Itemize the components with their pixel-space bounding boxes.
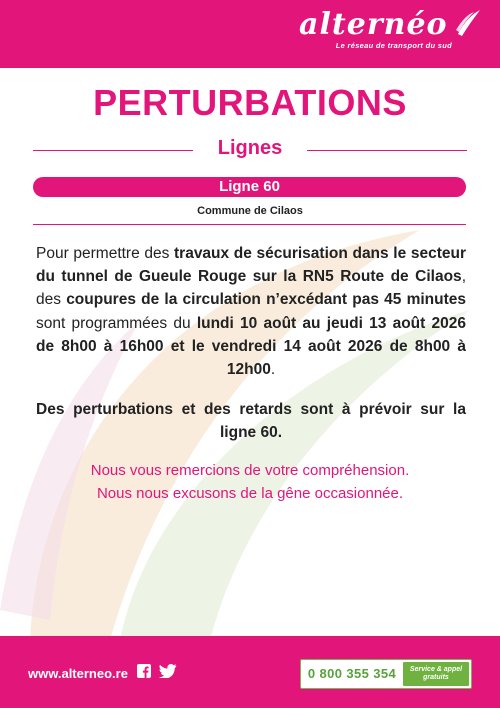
thanks-line: Nous vous remercions de votre compréhension. xyxy=(90,462,410,479)
delay-notice: Des perturbations et des retards sont à prévoir sur la ligne 60. xyxy=(36,401,466,442)
alterneo-logo[interactable] xyxy=(282,8,482,64)
header-band xyxy=(0,0,500,68)
phone-number: 0 800 355 354 xyxy=(307,666,397,681)
disruption-description xyxy=(36,242,466,381)
subtitle-row xyxy=(33,137,467,163)
free-service-line-2: gratuits xyxy=(423,674,449,681)
subtitle: Lignes xyxy=(217,137,283,159)
text-segment: sont programmées du xyxy=(36,314,197,332)
logo-swoosh-icon xyxy=(454,8,482,43)
twitter-icon[interactable] xyxy=(159,664,177,683)
page-title: PERTURBATIONS xyxy=(93,82,407,123)
divider xyxy=(33,224,466,225)
commune-label: Commune de Cilaos xyxy=(197,205,303,217)
free-service-tag xyxy=(403,662,469,686)
divider-right xyxy=(307,150,467,151)
text-segment-bold: lundi 10 août au jeudi 13 août 2026 de 8h00 à 16h00 et le vendredi 14 août 2026 de 8h00 à 12h00 xyxy=(36,314,466,379)
text-segment-bold: travaux de sécurisation dans le secteur du tunnel de Gueule Rouge sur la RN5 Route de Cilaos xyxy=(36,245,467,286)
apology-line: Nous nous excusons de la gêne occasionnée. xyxy=(96,485,404,502)
text-segment: . xyxy=(270,361,276,379)
footer-band xyxy=(0,636,500,708)
facebook-icon[interactable] xyxy=(137,664,151,683)
toll-free-phone-box[interactable] xyxy=(300,659,472,689)
text-segment: Pour permettre des xyxy=(36,245,174,262)
logo-tagline: Le réseau de transport du sud xyxy=(335,41,452,50)
logo-wordmark: alternéo xyxy=(299,7,448,42)
social-links xyxy=(137,664,181,683)
text-segment: , des xyxy=(36,268,466,309)
text-segment-bold: coupures de la circulation n’excédant pas 45 minutes xyxy=(66,291,466,309)
website-link[interactable]: www.alterneo.re xyxy=(28,666,128,681)
line-badge: Ligne 60 xyxy=(33,177,466,197)
apology-message xyxy=(0,459,500,505)
free-service-line-1: Service & appel xyxy=(409,666,463,673)
